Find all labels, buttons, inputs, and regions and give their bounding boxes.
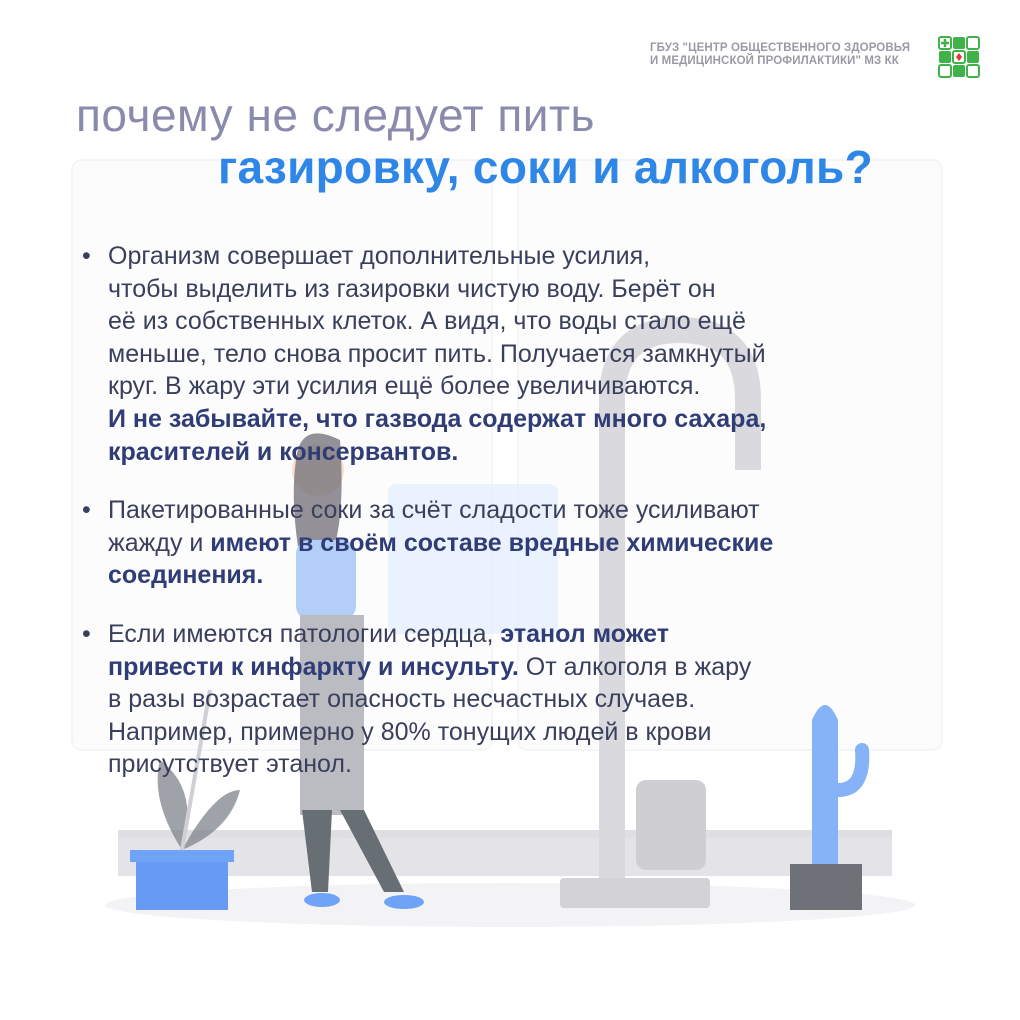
bullet-dot: •: [82, 242, 91, 270]
bullet-dot: •: [82, 619, 91, 648]
text-fragment: Если имеются патологии сердца,: [108, 619, 501, 648]
bold-text: привести к инфаркту и инсульту.: [108, 652, 519, 681]
page-title-line1: почему не следует пить: [76, 89, 595, 141]
text-line: в разы возрастает опасность несчастных случаев.: [108, 685, 696, 714]
bold-text: И не забывайте, что газвода содержат много сахара,: [108, 404, 767, 433]
list-item: [82, 240, 912, 468]
text-fragment: жажду и: [108, 528, 211, 557]
list-item: [82, 618, 912, 781]
text-line-bold: [108, 559, 912, 592]
text-line: Пакетированные соки за счёт сладости тоже усиливают: [108, 496, 760, 525]
text-line: Организм совершает дополнительные усилия,: [108, 242, 651, 270]
org-name: [650, 42, 930, 68]
bullet-dot: •: [82, 496, 91, 525]
bold-text: красителей и консервантов.: [108, 437, 459, 466]
text-line: присутствует этанол.: [108, 750, 352, 779]
text-line: [108, 618, 912, 651]
bold-text: имеют в своём составе вредные химические: [210, 528, 774, 557]
text-line: её из собственных клеток. А видя, что воды стало ещё: [108, 307, 746, 336]
health-center-logo-icon: [938, 36, 980, 78]
bold-text: этанол может: [500, 619, 669, 648]
bold-text: соединения.: [108, 561, 264, 590]
text-line: круг. В жару эти усилия ещё более увеличиваются.: [108, 372, 701, 401]
text-fragment: От алкоголя в жару: [518, 652, 752, 681]
text-line: [108, 651, 912, 684]
text-line: меньше, тело снова просит пить. Получается замкнутый: [108, 339, 766, 368]
text-line: чтобы выделить из газировки чистую воду. Берёт он: [108, 274, 716, 303]
text-line-bold: [108, 403, 912, 436]
text-line: Например, примерно у 80% тонущих людей в крови: [108, 717, 712, 746]
text-line-bold: [108, 436, 912, 469]
org-name-line1: ГБУЗ "ЦЕНТР ОБЩЕСТВЕННОГО ЗДОРОВЬЯ: [650, 42, 911, 54]
bullet-list: [82, 240, 912, 807]
page-title-line2: газировку, соки и алкоголь?: [218, 141, 873, 193]
org-name-line2: И МЕДИЦИНСКОЙ ПРОФИЛАКТИКИ" МЗ КК: [650, 55, 899, 67]
list-item: [82, 494, 912, 592]
text-line: [108, 527, 912, 560]
